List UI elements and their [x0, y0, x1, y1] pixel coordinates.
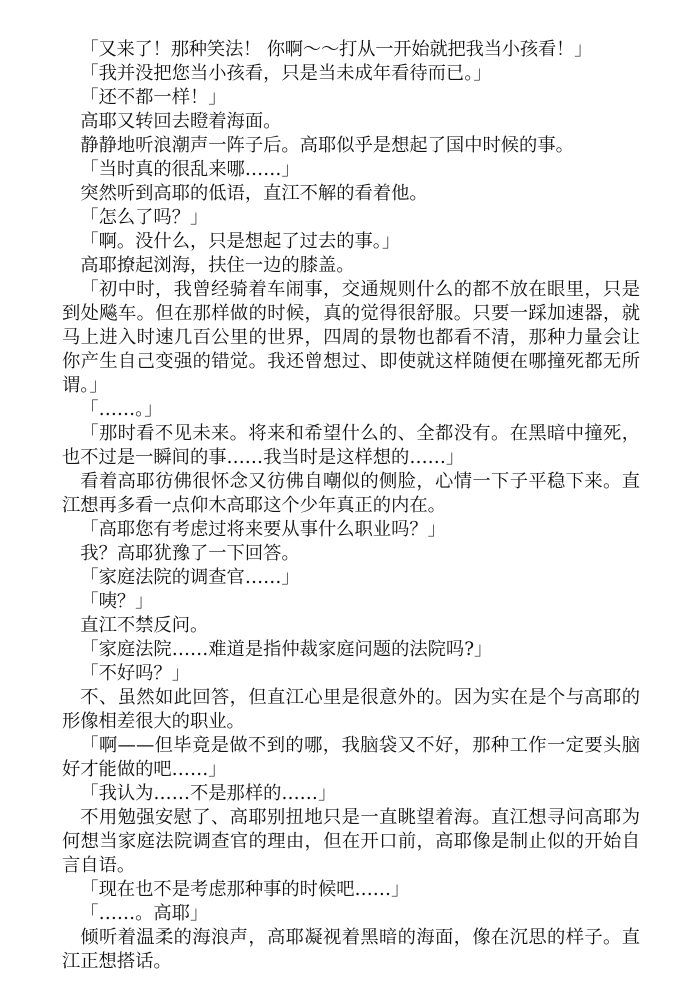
paragraph: 我？高耶犹豫了一下回答。: [80, 543, 300, 564]
paragraph: 倾听着温柔的海浪声，高耶凝视着黑暗的海面，像在沉思的样子。直江正想搭话。: [62, 927, 640, 972]
paragraph: 「家庭法院的调查官……」: [80, 567, 300, 588]
paragraph: 不用勉强安慰了、高耶别扭地只是一直眺望着海。直江想寻问高耶为何想当家庭法院调查官的理由，但在开口前，高耶像是制止似的开始自言自语。: [62, 807, 640, 876]
paragraph: 「我并没把您当小孩看，只是当未成年看待而已。」: [80, 63, 492, 84]
paragraph: 「家庭法院……难道是指仲裁家庭问题的法院吗?」: [80, 639, 493, 660]
paragraph: 「那时看不见未来。将来和希望什么的、全都没有。在黑暗中撞死，也不过是一瞬间的事……我当时是这样想的……」: [62, 423, 640, 468]
paragraph: 「……。」: [80, 399, 163, 420]
paragraph: 「怎么了吗？」: [80, 207, 209, 228]
paragraph: 「现在也不是考虑那种事的时候吧……」: [80, 879, 410, 900]
paragraph: 「啊。没什么，只是想起了过去的事。」: [80, 231, 401, 252]
paragraph: 「又来了！那种笑法！ 你啊～～打从一开始就把我当小孩看！」: [80, 39, 593, 60]
document-page: [62, 38, 640, 974]
paragraph: 「不好吗？」: [80, 663, 190, 684]
paragraph: 「……。高耶」: [80, 903, 209, 924]
paragraph: 高耶撩起浏海，扶住一边的膝盖。: [80, 255, 355, 276]
paragraph: 不、虽然如此回答，但直江心里是很意外的。因为实在是个与高耶的形像相差很大的职业。: [62, 687, 640, 732]
paragraph: 「当时真的很乱来哪……」: [80, 159, 300, 180]
paragraph: 静静地听浪潮声一阵子后。高耶似乎是想起了国中时候的事。: [80, 135, 574, 156]
paragraph: 「咦？」: [80, 591, 154, 612]
paragraph: 看着高耶彷佛很怀念又彷佛自嘲似的侧脸，心情一下子平稳下来。直江想再多看一点仰木高耶这个少年真正的内在。: [62, 471, 640, 516]
paragraph: 「高耶您有考虑过将来要从事什么职业吗？」: [80, 519, 446, 540]
paragraph: 「还不都一样！」: [80, 87, 227, 108]
paragraph: 高耶又转回去瞪着海面。: [80, 111, 282, 132]
paragraph: 「我认为……不是那样的……」: [80, 783, 337, 804]
paragraph: 「啊——但毕竟是做不到的哪，我脑袋又不好，那种工作一定要头脑好才能做的吧……」: [62, 735, 640, 780]
paragraph: 「初中时，我曾经骑着车闹事，交通规则什么的都不放在眼里，只是到处飚车。但在那样做的时候，真的觉得很舒服。只要一踩加速器，就马上进入时速几百公里的世界，四周的景物也都看不清，那种力量会让你产生自己变强的错觉。我还曾想过、即使就这样随便在哪撞死都无所谓。」: [62, 279, 640, 396]
paragraph: 直江不禁反问。: [80, 615, 209, 636]
paragraph: 突然听到高耶的低语，直江不解的看着他。: [80, 183, 428, 204]
